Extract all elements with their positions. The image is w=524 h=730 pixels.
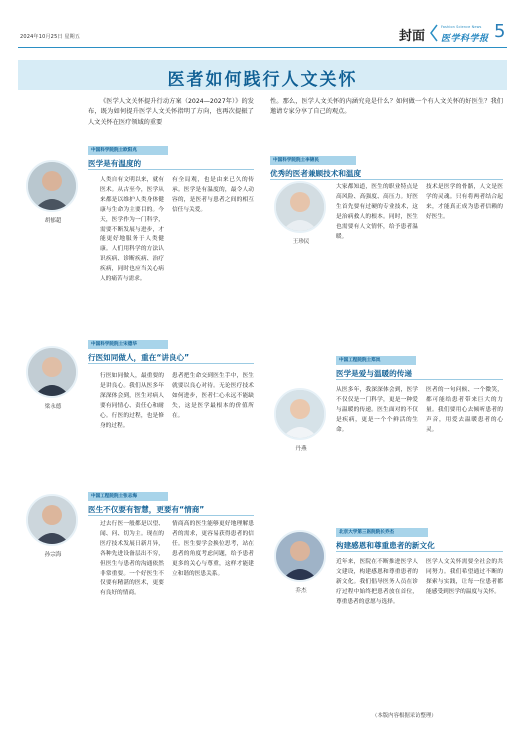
section-1-title: 医学是有温度的	[88, 159, 142, 168]
article-section-5	[336, 356, 503, 376]
portrait-3-name: 孙宗海	[44, 552, 62, 558]
article-section-6	[336, 528, 503, 548]
section-name: 封面	[399, 29, 426, 44]
section-2-tag: 中国科学院院士宋德华	[88, 340, 168, 349]
section-3-text-b: 情商高的医生能够更好地理解患者的需求，更容易获得患者的信任。医生要学会换位思考，站在患者的角度考虑问题，给予患者更多的关心与尊重，这样才能建立和谐的医患关系。	[172, 521, 254, 577]
section-4-body	[270, 183, 503, 353]
section-6-rule	[336, 551, 503, 552]
section-3-rule	[88, 515, 254, 516]
portrait-4-name: 王珍民	[292, 239, 310, 245]
section-3-text-a: 过去行医一般都是以望、闻、问、切为主。现在的医疗技术发展日新月异，各种先进设备层出不穷，但医生与患者的沟通依然非常重要。一个好医生不仅要有精湛的医术，更要有良好的情商。	[100, 521, 164, 597]
portrait-1	[26, 160, 78, 212]
portrait-2-block	[22, 346, 84, 426]
portrait-2-name: 梁永德	[44, 404, 62, 410]
section-6-body	[270, 558, 503, 708]
section-3-body	[88, 520, 254, 706]
page-headline: 医者如何践行人文关怀	[167, 70, 358, 90]
section-2-rule	[88, 363, 254, 364]
section-4-text-b: 技术是医学的骨骼，人文是医学的灵魂。只有将两者结合起来，才能真正成为患者信赖的好医生。	[426, 184, 503, 220]
section-4-tag: 中国科学院院士李锦民	[270, 156, 356, 165]
section-6-tag: 北京大学第三医院院长乔杰	[336, 528, 428, 537]
section-4-rule	[270, 179, 503, 180]
footer-note: （本版内容根据采访整理）	[372, 713, 437, 719]
section-5-title: 医学是爱与温暖的传递	[336, 369, 412, 378]
lede-left: 《医学人文关怀提升行动方案（2024—2027年）》的发布，既为如何提升医学人文关怀指明了方向，也再次提振了人文关怀在医疗领域的重要	[88, 98, 254, 126]
section-1-text-a: 人类自有文明以来，就有医术。从古至今，医学从来都是以维护人类身体健康与生命为主要目的。今天，医学作为一门科学，需要不断发展与进步，才能更好地服务于人类健康。人们用科学的方法认识疾病、诊断疾病、治疗疾病，同时也应当关心病人的痛苦与需求。	[100, 177, 164, 283]
section-4-title: 优秀的医者兼顾技术和温度	[270, 169, 362, 178]
section-3-title: 医生不仅要有智慧，更要有“情商”	[88, 505, 205, 514]
article-section-3	[88, 492, 254, 512]
section-6-title: 构建感恩和尊重患者的新文化	[336, 541, 435, 550]
article-section-4	[270, 156, 503, 176]
section-1-body	[88, 176, 254, 326]
section-1-text-b: 有全局观，也是由来已久的传承。医学是有温度的，最令人动容的，是医者与患者之间的相互信任与关爱。	[172, 177, 254, 213]
section-1-tag: 中国科学院院士欧阳兆	[88, 146, 168, 155]
headline-band	[18, 60, 507, 90]
section-2-body	[88, 372, 254, 512]
lede-right: 性。那么，医学人文关怀的内涵究竟是什么？如何做一个有人文关怀的好医生？我们邀请专家分享了自己的观点。	[270, 98, 503, 116]
section-5-rule	[336, 379, 503, 380]
page-number: 5	[494, 21, 506, 42]
publication-name-cn: 医学科学报	[441, 34, 489, 44]
section-5-tag: 中国工程院院士郑岚	[336, 356, 416, 365]
portrait-3	[26, 494, 78, 546]
chevron-icon	[429, 23, 439, 43]
masthead	[18, 21, 507, 49]
section-6-text-a: 近年来，医院在不断推进医学人文建设，构建感恩和尊重患者的新文化。我们倡导医务人员在诊疗过程中始终把患者放在首位，尊重患者的意愿与选择。	[336, 559, 418, 605]
section-1-rule	[88, 169, 254, 170]
section-2-text-b: 患者把生命交到医生手中，医生就要以良心对待。无论医疗技术如何进步，医者仁心永远不能缺失，这是医学最根本的价值所在。	[172, 373, 254, 419]
masthead-rule	[18, 47, 507, 48]
article-section-2	[88, 340, 254, 360]
section-3-tag: 中国工程院院士张志海	[88, 492, 168, 501]
portrait-5-name: 丹燕	[295, 446, 307, 452]
section-2-title: 行医如同做人，重在“讲良心”	[88, 353, 190, 362]
section-4-text-a: 大家都知道，医生的职业特点是高风险、高强度、高压力。好医生首先要有过硬的专业技术，这是治病救人的根本。同时，医生也需要有人文情怀，给予患者温暖。	[336, 184, 418, 240]
publication-name-en: Fashion Science News	[441, 25, 482, 29]
portrait-1-name: 胡郁超	[44, 218, 62, 224]
portrait-2	[26, 346, 78, 398]
section-5-body	[270, 386, 503, 506]
issue-date: 2024年10月25日 星期五	[20, 34, 81, 40]
section-5-text-a: 从医多年，我深深体会到，医学不仅仅是一门科学，更是一种爱与温暖的传递。医生面对的不仅是疾病，更是一个个鲜活的生命。	[336, 387, 418, 433]
portrait-3-block	[22, 494, 84, 574]
section-6-text-b: 医学人文关怀需要全社会的共同努力。我们希望通过不断的探索与实践，让每一位患者都能感受到医学的温度与关怀。	[426, 559, 503, 595]
section-2-text-a: 行医如同做人，最重要的是讲良心。我们从医多年深深体会到，医生对病人要有同情心、责任心和耐心。行医的过程，也是修身的过程。	[100, 373, 164, 429]
portrait-1-block	[22, 160, 84, 240]
section-5-text-b: 医者的一句问候、一个微笑，都可能给患者带来巨大的力量。我们要用心去倾听患者的声音，用爱去温暖患者的心灵。	[426, 387, 503, 433]
portrait-6-name: 乔杰	[295, 588, 307, 594]
